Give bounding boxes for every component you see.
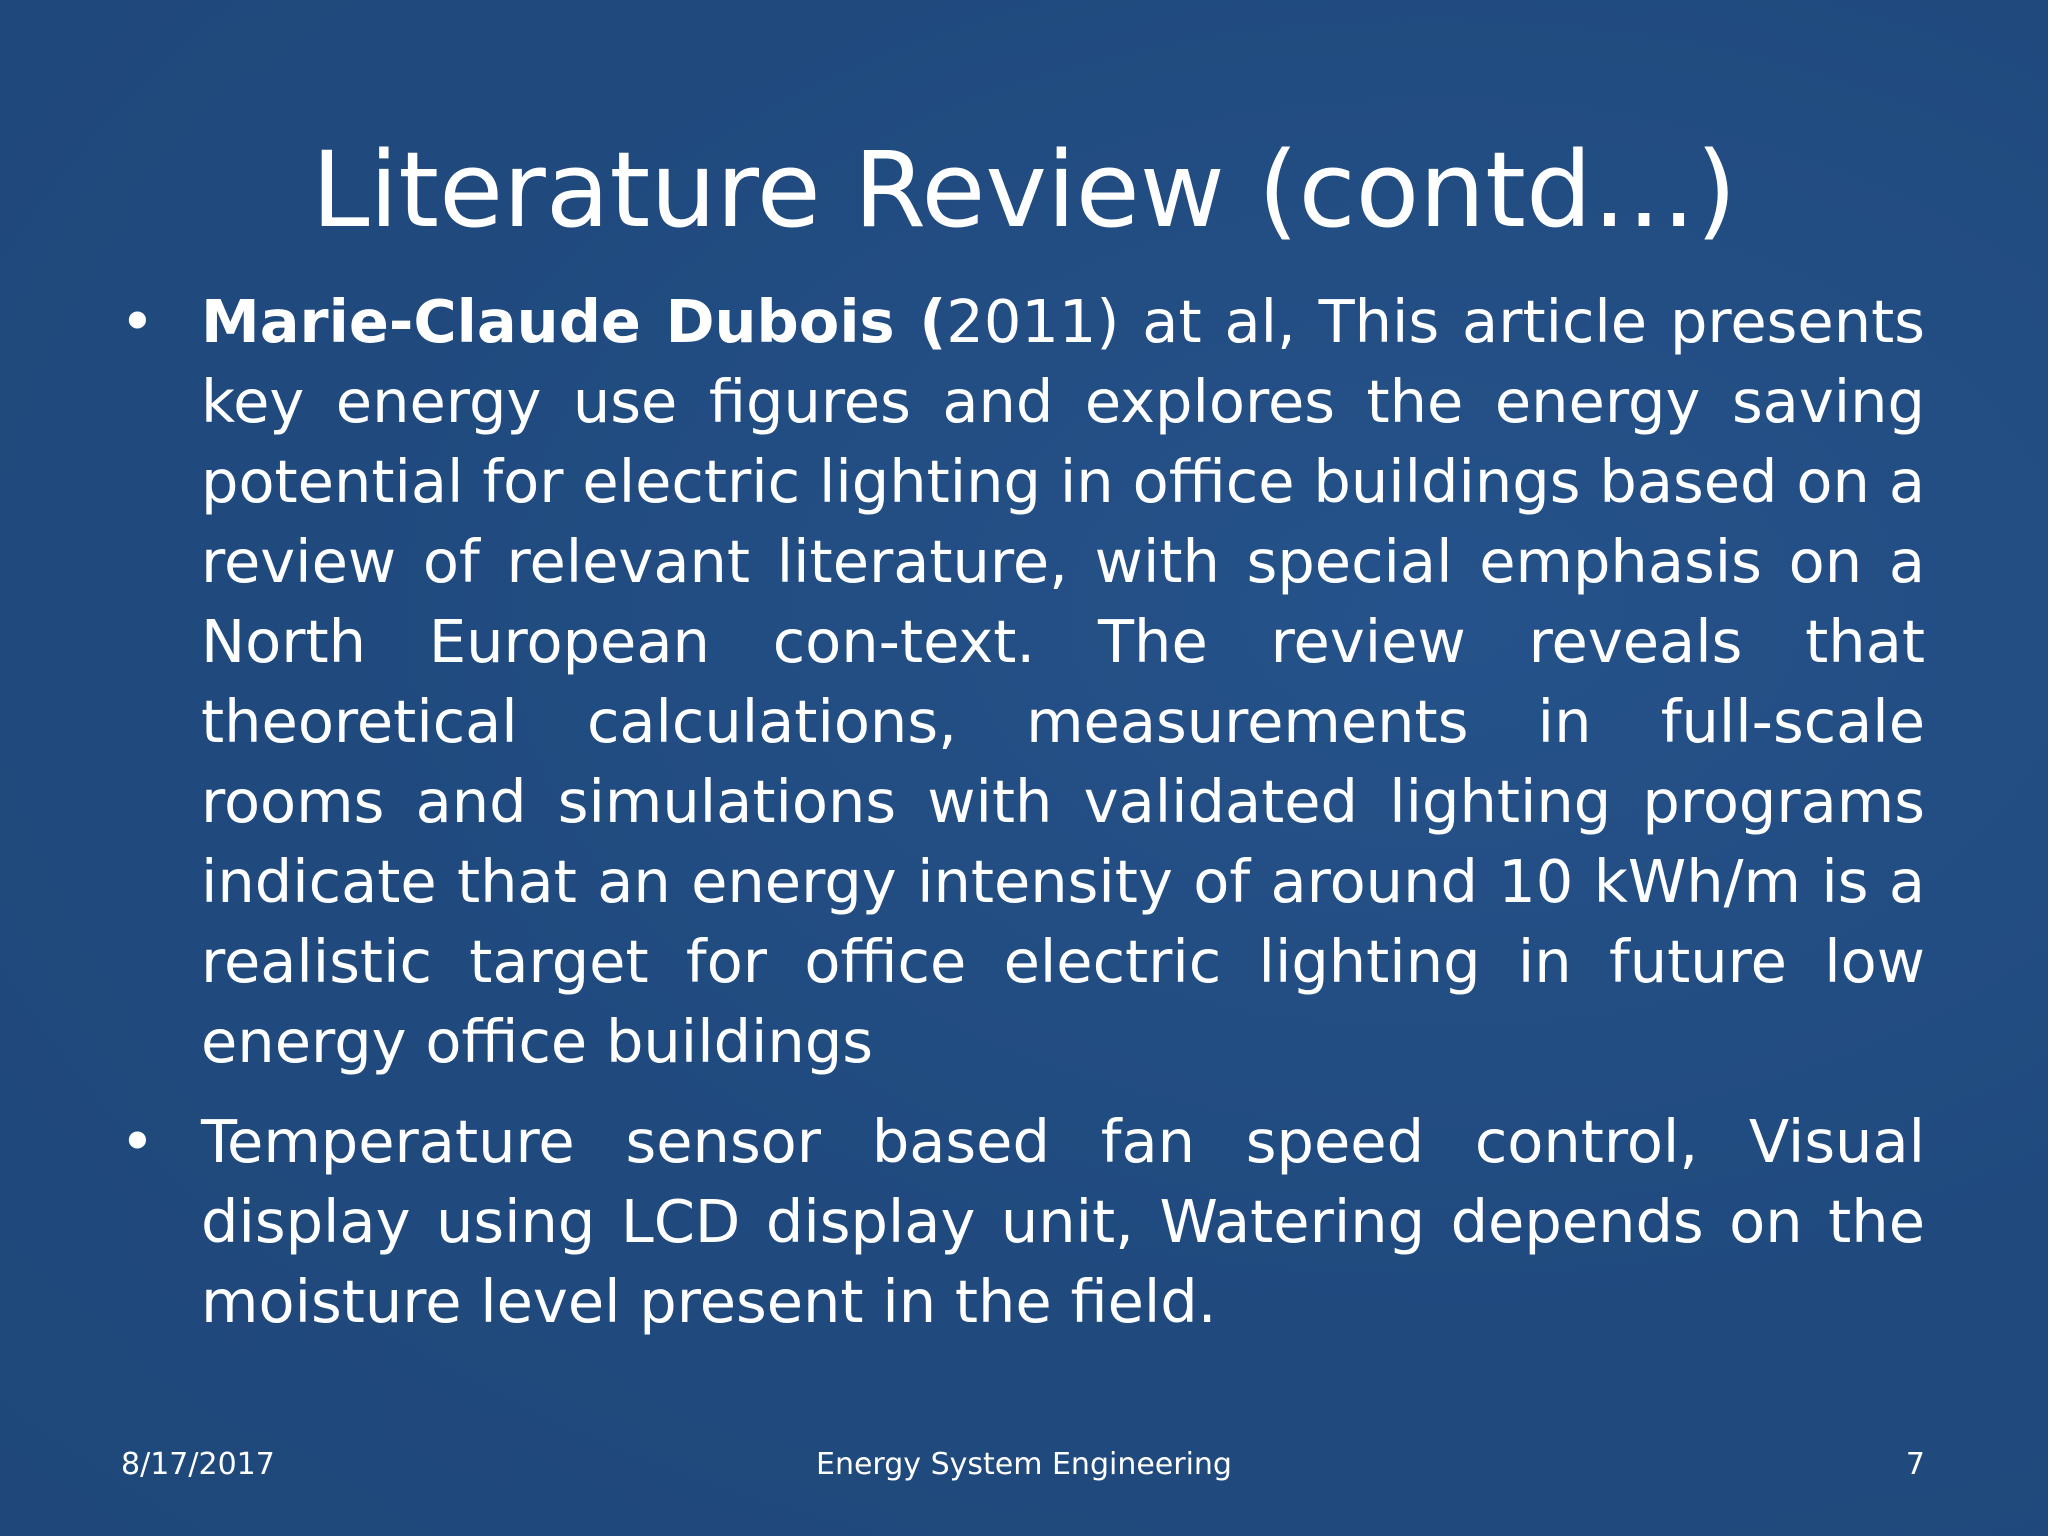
footer-title: Energy System Engineering bbox=[816, 1447, 1232, 1482]
footer-date: 8/17/2017 bbox=[121, 1447, 275, 1482]
bullet-item-temperature bbox=[120, 1102, 1925, 1342]
bullet-icon: • bbox=[120, 287, 155, 356]
author-name: Marie-Claude Dubois ( bbox=[201, 287, 947, 356]
bullet-text: Temperature sensor based fan speed control, Visual display using LCD display unit, Watering depends on the moisture level present in the field. bbox=[201, 1107, 1925, 1336]
bullet-list bbox=[120, 282, 1925, 1362]
bullet-icon: • bbox=[120, 1107, 155, 1176]
page-number: 7 bbox=[1905, 1447, 1925, 1482]
bullet-text: 2011) at al, This article presents key energy use figures and explores the energy saving potential for electric lighting in office buildings based on a review of relevant literature, with special emphasis on a North European con-text. The review reveals that theoretical calculations, measurements in full-scale rooms and simulations with validated lighting programs indicate that an energy intensity of around 10 kWh/m is a realistic target for office electric lighting in future low energy office buildings bbox=[201, 287, 1925, 1076]
slide-title: Literature Review (contd…) bbox=[311, 129, 1737, 251]
bullet-item-dubois bbox=[120, 282, 1925, 1082]
